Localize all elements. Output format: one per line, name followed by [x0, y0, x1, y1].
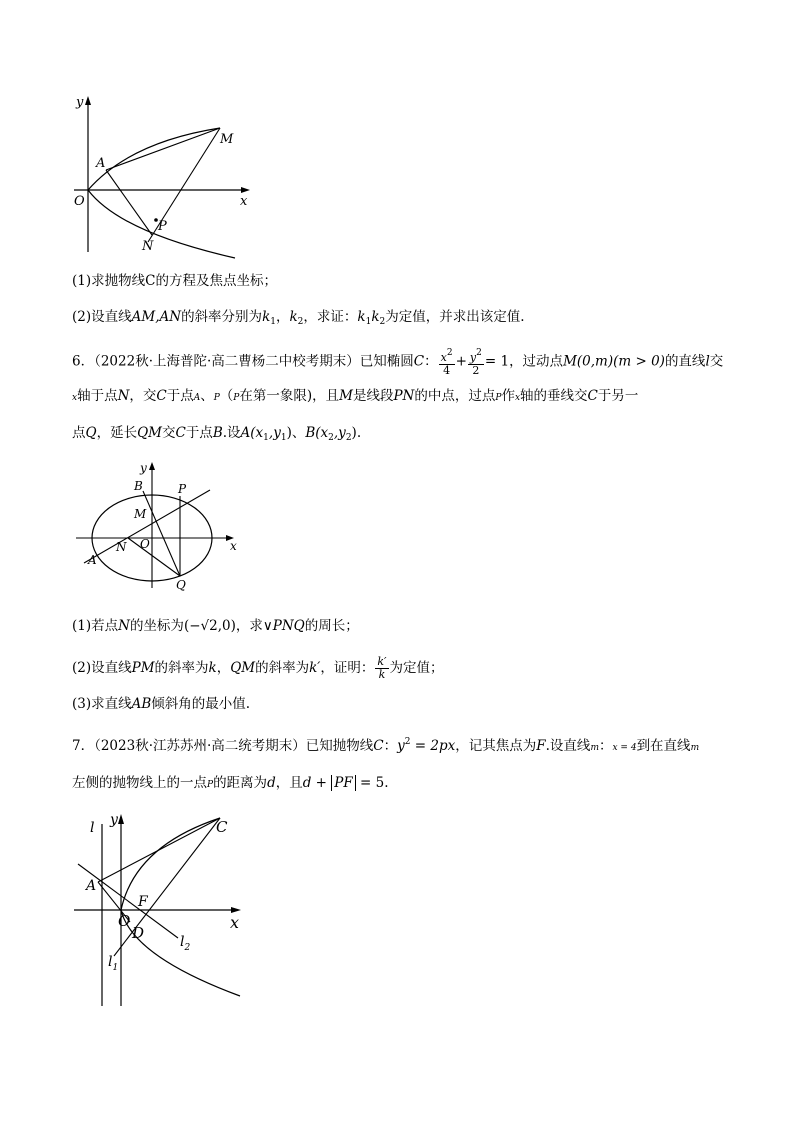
p6-N: N: [117, 388, 130, 404]
p7-P: P: [207, 780, 214, 790]
p5-q2-prod-sub2: 2: [379, 317, 386, 327]
p6-B: B: [212, 425, 223, 441]
label-l2-main: l: [180, 934, 185, 950]
p6-A: A: [193, 393, 201, 403]
label-D: D: [132, 924, 145, 942]
p6-Bcoord: B(x: [305, 425, 329, 441]
p6-q3-a: (3)求直线: [72, 696, 132, 712]
label-B: B: [134, 479, 143, 493]
p7-eqsup: 2: [404, 737, 411, 747]
p6-frac-x: [439, 347, 455, 377]
p6-P: P: [213, 393, 220, 403]
p6-question-1: [72, 616, 359, 636]
p6-line3-e: .设: [222, 425, 241, 441]
p6-question-2: [72, 656, 444, 681]
p6-q1-N: N: [118, 618, 130, 634]
chord-AM: [106, 128, 220, 170]
p6-line2-C: C: [156, 388, 167, 404]
y-axis-arrow: [149, 462, 155, 470]
p6-l: l: [705, 353, 710, 370]
p6-q2-a: (2)设直线: [72, 660, 132, 676]
p6-q2-b: 的斜率为: [154, 660, 209, 676]
p6-line3-b: ，延长: [96, 425, 138, 441]
p7-m2: m: [690, 743, 700, 753]
p6-line1-b: ，过动点: [509, 353, 564, 370]
label-O: O: [118, 912, 131, 930]
label-l1: [108, 954, 118, 973]
p6-den1: 4: [443, 364, 451, 377]
p6-q1-b: 的坐标为: [129, 618, 184, 634]
p6-q3-AB: AB: [131, 696, 152, 712]
p6-Bsub1: 2: [328, 433, 334, 443]
label-P: P: [158, 219, 167, 234]
p6-line3-c: 交: [161, 425, 176, 441]
label-M: M: [220, 132, 234, 147]
p6-plus: +: [455, 353, 467, 370]
p7-line2-a: 左侧的抛物线上的一点: [72, 775, 207, 791]
p6-question-3: [72, 694, 250, 714]
figure-parabola-2-svg: [70, 806, 260, 1016]
p6-Bsub2: 2: [345, 433, 352, 443]
label-y: y: [110, 812, 118, 828]
p6-line2-b: ，交: [129, 388, 157, 404]
p7-line-2: [72, 773, 389, 795]
p6-QM: QM: [137, 425, 162, 441]
p6-line-2: [72, 386, 638, 408]
p7-sum-d: d +: [302, 775, 332, 791]
p7-PF: PF: [331, 775, 355, 791]
p6-q1-coord: (−√2,0): [183, 618, 236, 634]
p6-line3-f: 、: [291, 425, 306, 441]
p6-line2-h: 作: [501, 388, 515, 404]
p6-line2-f: 是线段: [352, 388, 394, 404]
p7-source: （2023秋·江苏苏州·高二统考期末）: [94, 738, 306, 754]
p6-M-def: M: [563, 353, 577, 370]
p6-q1-c: ，求: [235, 618, 263, 634]
p6-line1-a: 已知椭圆: [359, 353, 414, 370]
line-BQ: [143, 491, 180, 576]
label-l2-sub: 2: [184, 943, 191, 953]
p6-line3-d: 于点: [185, 425, 213, 441]
p6-q2-e: ，证明：: [320, 660, 375, 676]
p7-line2-d: .: [384, 775, 389, 791]
label-A: A: [88, 553, 97, 567]
p6-C4: C: [175, 425, 186, 441]
p7-eq: y: [397, 738, 405, 754]
p6-M2: M: [339, 388, 353, 404]
y-axis-arrow: [118, 814, 124, 824]
label-O: O: [140, 537, 150, 551]
p7-number: 7．: [72, 738, 95, 754]
p6-frac-y: [468, 347, 484, 377]
y-axis-arrow: [85, 96, 91, 105]
p6-PN: PN: [393, 388, 415, 404]
p6-q1-tri: ∨PNQ: [262, 618, 305, 634]
p7-line1-c: .设直线: [545, 738, 591, 754]
p6-q3-b: 倾斜角的最小值.: [151, 696, 251, 712]
figure-parabola-2: [70, 806, 260, 1016]
p5-q2-k2: k: [289, 309, 298, 325]
p6-line2-x: x: [72, 393, 78, 403]
p6-q2-k: k: [208, 660, 217, 676]
p6-C3: C: [587, 388, 598, 404]
p7-sum-end: = 5: [355, 775, 385, 791]
p7-d: d: [267, 775, 276, 791]
label-y: y: [76, 95, 84, 110]
p6-line3-a: 点: [72, 425, 86, 441]
p5-q2-suffix: 为定值，并求出该定值.: [385, 309, 525, 325]
label-A: A: [96, 156, 106, 171]
label-A: A: [86, 878, 97, 894]
p6-q2-PM: PM: [131, 660, 155, 676]
label-l2: [180, 934, 190, 953]
p6-line2-i: 轴的垂线交: [520, 388, 588, 404]
p6-M-coord: (0,m): [576, 353, 614, 370]
p5-q2-k1: k: [262, 309, 271, 325]
label-F: F: [138, 894, 148, 910]
p7-F: F: [536, 738, 546, 754]
label-Q: Q: [176, 578, 186, 592]
p6-colon: ：: [424, 353, 438, 370]
p6-line2-c: 于点: [166, 388, 194, 404]
p6-line3-g: .: [356, 425, 362, 441]
p7-line1-e: 到在直线: [636, 738, 691, 754]
p5-q2-sep: ，: [275, 309, 290, 325]
p6-q2-fden: k: [378, 668, 386, 681]
p6-Asub2: 1: [280, 433, 287, 443]
label-M: M: [134, 507, 147, 521]
p6-line2-d: （: [219, 388, 234, 404]
p6-q1-d: 的周长；: [304, 618, 359, 634]
p5-question-2: [72, 307, 525, 332]
p5-q1-text: (1)求抛物线C的方程及焦点坐标；: [72, 273, 277, 289]
p6-line2-g: 的中点，过点: [414, 388, 496, 404]
p5-q2-mid1: 的斜率分别为: [181, 309, 263, 325]
line-l1: [114, 818, 220, 956]
label-x: x: [230, 913, 240, 932]
p6-Amid: ,y: [268, 425, 281, 441]
p6-den2: 2: [472, 364, 480, 377]
label-P: P: [178, 482, 187, 496]
p5-q2-prod: k: [357, 309, 366, 325]
p5-q2-lines: AM,AN: [131, 309, 182, 325]
p6-line1-d: 交: [709, 353, 724, 370]
label-N: N: [142, 239, 154, 254]
p6-source: （2022秋·上海普陀·高二曹杨二中校考期末）: [94, 353, 360, 370]
label-l1-sub: 1: [112, 963, 119, 973]
p6-Q: Q: [85, 425, 97, 441]
p6-line1-c: 的直线: [664, 353, 706, 370]
p6-M-cond: (m > 0): [613, 353, 665, 370]
figure-ellipse: [70, 458, 250, 593]
p6-line-3: [72, 423, 361, 448]
p5-q2-k1sub: 1: [270, 317, 276, 327]
p6-x2: x: [440, 351, 447, 364]
p6-C: C: [413, 353, 425, 370]
p7-line2-c: ，且: [275, 775, 303, 791]
p6-line2-j: 于另一: [597, 388, 639, 404]
p6-q2-frac: [375, 656, 388, 681]
p5-q2-k2sub: 2: [297, 317, 304, 327]
p6-q2-f: 为定值；: [389, 660, 444, 676]
p6-number: 6．: [72, 353, 95, 370]
p5-q2-prod-sub1: 1: [365, 317, 372, 327]
p6-q2-kp: k′: [309, 660, 321, 676]
p7-xeq: x = 4: [612, 743, 637, 753]
p6-line2-a: 轴于点: [77, 388, 118, 404]
label-C: C: [216, 818, 228, 836]
label-x: x: [230, 539, 237, 553]
p6-line-1: [72, 347, 723, 377]
label-l: l: [90, 820, 95, 836]
p6-q1-a: (1)若点: [72, 618, 119, 634]
label-O: O: [74, 194, 85, 209]
p6-y2sup: 2: [476, 348, 482, 358]
parabola-curve: [88, 128, 235, 258]
p7-line-1: [72, 732, 699, 758]
p6-Acoord: A(x: [240, 425, 264, 441]
p6-P3: P: [495, 393, 502, 403]
p6-q2-fnum: k′: [377, 655, 387, 668]
p7-line1-b: ，记其焦点为: [455, 738, 537, 754]
p7-line1-d: ：: [598, 738, 613, 754]
p7-C: C: [373, 738, 384, 754]
p7-m: m: [590, 743, 599, 753]
p7-colon: ：: [383, 738, 398, 754]
p6-Bmid: ,y: [333, 425, 346, 441]
p5-q2-prod2: k: [371, 309, 380, 325]
p6-eq1: = 1: [484, 353, 510, 370]
p5-q2-prefix: (2)设直线: [72, 309, 132, 325]
p6-q2-c: ，: [216, 660, 231, 676]
label-N: N: [116, 540, 127, 554]
p6-Bend: ): [351, 425, 357, 441]
p6-x3: x: [514, 393, 521, 403]
label-y: y: [140, 461, 147, 475]
p6-Aend: ): [286, 425, 292, 441]
p5-q2-mid2: ，求证：: [303, 309, 358, 325]
p7-line1-a: 已知抛物线: [305, 738, 374, 754]
figure-parabola-1: [60, 92, 270, 267]
p6-q2-d: 的斜率为: [255, 660, 310, 676]
p5-question-1: [72, 271, 277, 291]
p6-line2-e: 在第一象限)，且: [239, 388, 340, 404]
p7-line2-b: 的距离为: [213, 775, 268, 791]
label-x: x: [240, 194, 248, 209]
p6-q2-QM: QM: [230, 660, 256, 676]
p6-x2sup: 2: [446, 348, 453, 358]
p6-line2-dot: 、: [200, 388, 214, 404]
figure-parabola-1-svg: [60, 92, 270, 267]
chord-AN: [106, 170, 152, 235]
p6-Asub1: 1: [263, 433, 269, 443]
figure-ellipse-svg: [70, 458, 250, 593]
p6-y2: y: [469, 351, 477, 364]
p6-P2: P: [233, 393, 240, 403]
x-axis-arrow: [241, 187, 250, 193]
label-l1-main: l: [108, 954, 113, 970]
p7-eq-rest: = 2px: [410, 738, 456, 754]
